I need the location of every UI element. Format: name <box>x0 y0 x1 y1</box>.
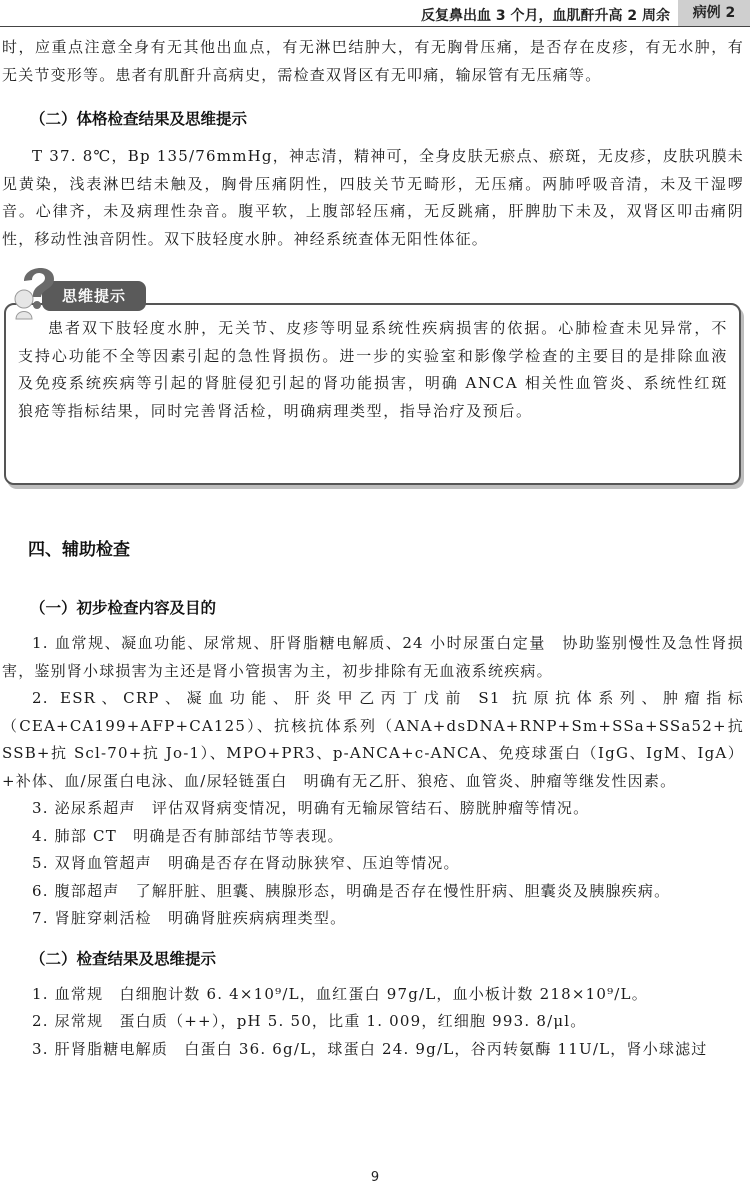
prelim-item: 6. 腹部超声 了解肝脏、胆囊、胰腺形态，明确是否存在慢性肝病、胆囊炎及胰腺疾病。 <box>32 881 671 900</box>
prelim-item: 7. 肾脏穿刺活检 明确肾脏疾病病理类型。 <box>32 909 347 927</box>
page-number: 9 <box>370 1170 380 1185</box>
thinking-box <box>4 303 741 485</box>
results-heading: （二）检查结果及思维提示 <box>30 949 217 968</box>
thinking-callout <box>4 267 742 485</box>
thinking-text: 患者双下肢轻度水肿，无关节、皮疹等明显系统性疾病损害的依据。心肺检查未见异常，不支持心功能不全等因素引起的急性肾损伤。进一步的实验室和影像学检查的主要目的是排除血液及免疫系统疾病等引起的肾脏侵犯引起的肾功能损害，明确 ANCA 相关性血管炎、系统性红斑狼疮等指标结果，同时完善肾活检，明确病理类型，指导治疗及预后。 <box>18 319 728 420</box>
thinking-label: 思维提示 <box>42 281 146 311</box>
header-title: 反复鼻出血 3 个月，血肌酐升高 2 周余 <box>421 8 670 24</box>
exam-paragraph: T 37. 8℃，Bp 135/76mmHg，神志清，精神可，全身皮肤无瘀点、瘀斑，无皮疹，皮肤巩膜未见黄染，浅表淋巴结未触及，胸骨压痛阴性，四肢关节无畸形，无压痛。两肺呼吸音清，未及干湿啰音。心律齐，未及病理性杂音。腹平软，上腹部轻压痛，无反跳痛，肝脾肋下未及，双肾区叩击痛阴性，移动性浊音阴性。双下肢轻度水肿。神经系统查体无阳性体征。 <box>2 147 744 248</box>
prelim-heading: （一）初步检查内容及目的 <box>30 599 217 617</box>
exam-heading: （二）体格检查结果及思维提示 <box>30 110 248 128</box>
prelim-item: 5. 双肾血管超声 明确是否存在肾动脉狭窄、压迫等情况。 <box>32 854 460 872</box>
running-header <box>0 0 750 27</box>
section-4-heading: 四、辅助检查 <box>28 540 130 560</box>
results-item: 1. 血常规 白细胞计数 6. 4×10⁹/L，血红蛋白 97g/L，血小板计数 218×10⁹/L。 <box>32 984 648 1003</box>
question-figure-icon <box>10 259 62 323</box>
case-tab: 病例 2 <box>678 0 750 26</box>
prelim-item: 1. 血常规、凝血功能、尿常规、肝肾脂糖电解质、24 小时尿蛋白定量 协助鉴别慢性及急性肾损害，鉴别肾小球损害为主还是肾小管损害为主，初步排除有无血液系统疾病。 <box>2 634 744 680</box>
results-item: 2. 尿常规 蛋白质（++），pH 5. 50，比重 1. 009，红细胞 993. 8/μl。 <box>32 1012 587 1030</box>
results-item: 3. 肝肾脂糖电解质 白蛋白 36. 6g/L，球蛋白 24. 9g/L，谷丙转氨酶 11U/L，肾小球滤过 <box>32 1039 708 1058</box>
prelim-item: 2. ESR、CRP、凝血功能、肝炎甲乙丙丁戊前 S1 抗原抗体系列、肿瘤指标（CEA+CA199+AFP+CA125）、抗核抗体系列（ANA+dsDNA+RNP+Sm+SSa+SSa52+抗 SSB+抗 Scl-70+抗 Jo-1）、MPO+PR3、p-ANCA+c-ANCA、免疫球蛋白（IgG、IgM、IgA）+补体、血/尿蛋白电泳、血/尿轻链蛋白 明确有无乙肝、狼疮、血管炎、肿瘤等继发性因素。 <box>2 689 744 790</box>
prelim-item: 3. 泌尿系超声 评估双肾病变情况，明确有无输尿管结石、膀胱肿瘤等情况。 <box>32 799 590 817</box>
prelim-item: 4. 肺部 CT 明确是否有肺部结节等表现。 <box>32 826 344 845</box>
page-body <box>0 34 744 1063</box>
intro-paragraph: 时，应重点注意全身有无其他出血点，有无淋巴结肿大，有无胸骨压痛，是否存在皮疹，有无水肿，有无关节变形等。患者有肌酐升高病史，需检查双肾区有无叩痛，输尿管有无压痛等。 <box>2 38 744 84</box>
